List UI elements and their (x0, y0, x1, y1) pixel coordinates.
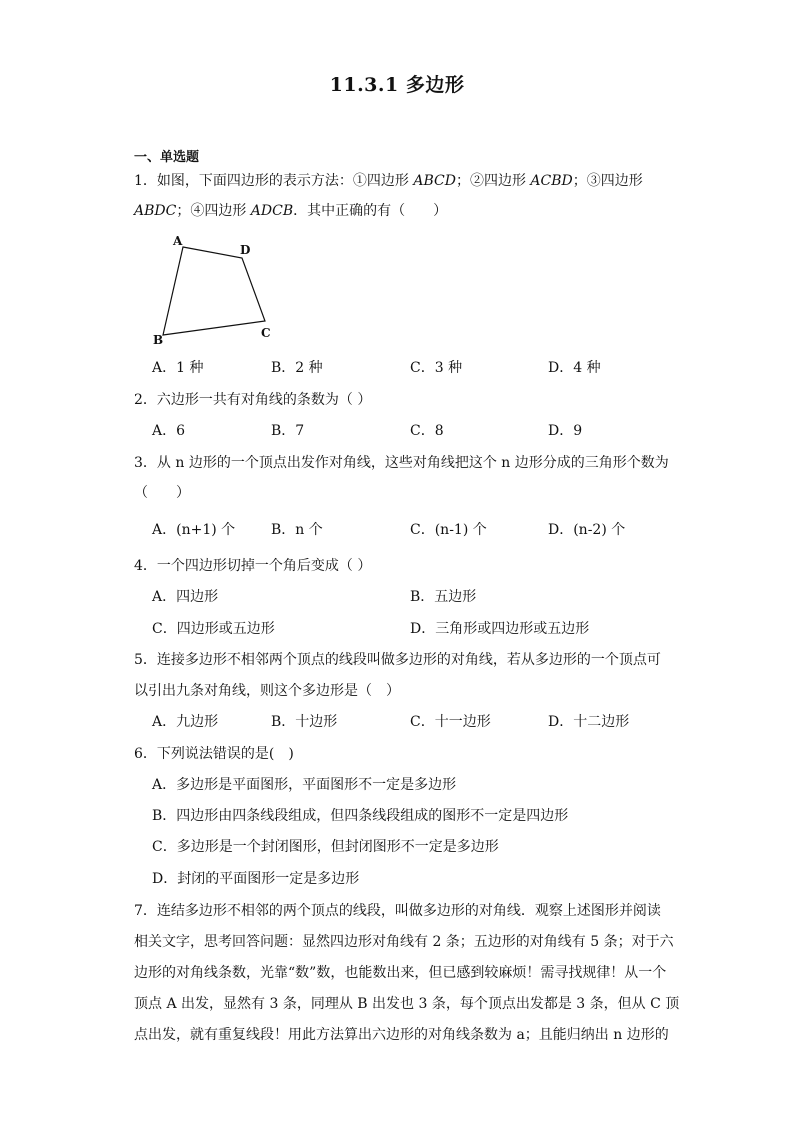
page-title: 11.3.1 多边形 (329, 74, 465, 96)
question-3-line-1: 3．从 n 边形的一个顶点出发作对角线，这些对角线把这个 n 边形分成的三角形个数为 (134, 455, 669, 471)
question-2-option-c[interactable]: C．8 (410, 423, 444, 439)
question-7-line-4: 顶点 A 出发，显然有 3 条，同理从 B 出发也 3 条，每个顶点出发都是 3 条，但从 C 顶 (134, 996, 680, 1012)
question-5-option-d[interactable]: D．十二边形 (548, 714, 630, 730)
quad-name-abdc: ABDC (134, 203, 177, 219)
question-1-text: ；②四边形 (455, 173, 531, 189)
section-heading: 一、单选题 (134, 150, 200, 165)
vertex-label-d: D (240, 243, 251, 257)
question-6-text: 6．下列说法错误的是( ) (134, 746, 294, 762)
question-3-option-a[interactable]: A．(n+1) 个 (152, 522, 236, 538)
question-6-option-d[interactable]: D．封闭的平面图形一定是多边形 (152, 871, 360, 887)
question-5-line-2: 以引出九条对角线，则这个多边形是（ ） (134, 683, 400, 699)
question-5-option-b[interactable]: B．十边形 (271, 714, 338, 730)
question-3-option-d[interactable]: D．(n-2) 个 (548, 522, 626, 538)
question-2-option-d[interactable]: D．9 (548, 423, 583, 439)
question-1-text: ．其中正确的有（ ） (293, 203, 448, 219)
question-6-option-a[interactable]: A．多边形是平面图形，平面图形不一定是多边形 (152, 777, 457, 793)
question-5-option-c[interactable]: C．十一边形 (410, 714, 491, 730)
question-6-option-c[interactable]: C．多边形是一个封闭图形，但封闭图形不一定是多边形 (152, 839, 499, 855)
question-1-option-a[interactable]: A．1 种 (152, 360, 204, 376)
question-1-text: 1．如图，下面四边形的表示方法：①四边形 (134, 173, 414, 189)
question-7-line-3: 边形的对角线条数，光靠“数”数，也能数出来，但已感到较麻烦！需寻找规律！从一个 (134, 965, 667, 981)
question-7-line-2: 相关文字，思考回答问题：显然四边形对角线有 2 条；五边形的对角线有 5 条；对于六 (134, 934, 674, 950)
question-3-option-c[interactable]: C．(n-1) 个 (410, 522, 487, 538)
question-4-option-b[interactable]: B．五边形 (410, 589, 477, 605)
question-5-option-a[interactable]: A．九边形 (152, 714, 219, 730)
vertex-label-a: A (173, 234, 183, 248)
vertex-label-b: B (153, 333, 164, 347)
question-2-option-a[interactable]: A．6 (152, 423, 186, 439)
question-1-line-1 (134, 172, 643, 190)
vertex-label-c: C (261, 326, 271, 340)
question-3-option-b[interactable]: B．n 个 (271, 522, 323, 538)
question-3-line-2: （ ） (134, 485, 190, 501)
question-2-option-b[interactable]: B．7 (271, 423, 305, 439)
question-5-line-1: 5．连接多边形不相邻两个顶点的线段叫做多边形的对角线，若从多边形的一个顶点可 (134, 652, 661, 668)
quad-name-abcd: ABCD (413, 173, 456, 189)
quad-name-adcb: ADCB (250, 203, 294, 219)
question-1-text: ；③四边形 (572, 173, 643, 189)
question-4-text: 4．一个四边形切掉一个角后变成（ ） (134, 558, 372, 574)
question-4-option-a[interactable]: A．四边形 (152, 589, 219, 605)
question-6-option-b[interactable]: B．四边形由四条线段组成，但四条线段组成的图形不一定是四边形 (152, 808, 569, 824)
quadrilateral-outline (163, 247, 265, 335)
question-1-option-b[interactable]: B．2 种 (271, 360, 323, 376)
question-1-option-d[interactable]: D．4 种 (548, 360, 601, 376)
question-4-option-c[interactable]: C．四边形或五边形 (152, 621, 275, 637)
quadrilateral-figure (150, 230, 280, 350)
question-4-option-d[interactable]: D．三角形或四边形或五边形 (410, 621, 590, 637)
question-1-option-c[interactable]: C．3 种 (410, 360, 463, 376)
question-7-line-5: 点出发，就有重复线段！用此方法算出六边形的对角线条数为 a；且能归纳出 n 边形的 (134, 1027, 669, 1043)
question-1-line-2 (134, 202, 447, 220)
question-1-text: ；④四边形 (176, 203, 251, 219)
quad-name-acbd: ACBD (530, 173, 573, 189)
question-2-text: 2．六边形一共有对角线的条数为（ ） (134, 392, 372, 408)
question-7-line-1: 7．连结多边形不相邻的两个顶点的线段，叫做多边形的对角线．观察上述图形并阅读 (134, 903, 661, 919)
